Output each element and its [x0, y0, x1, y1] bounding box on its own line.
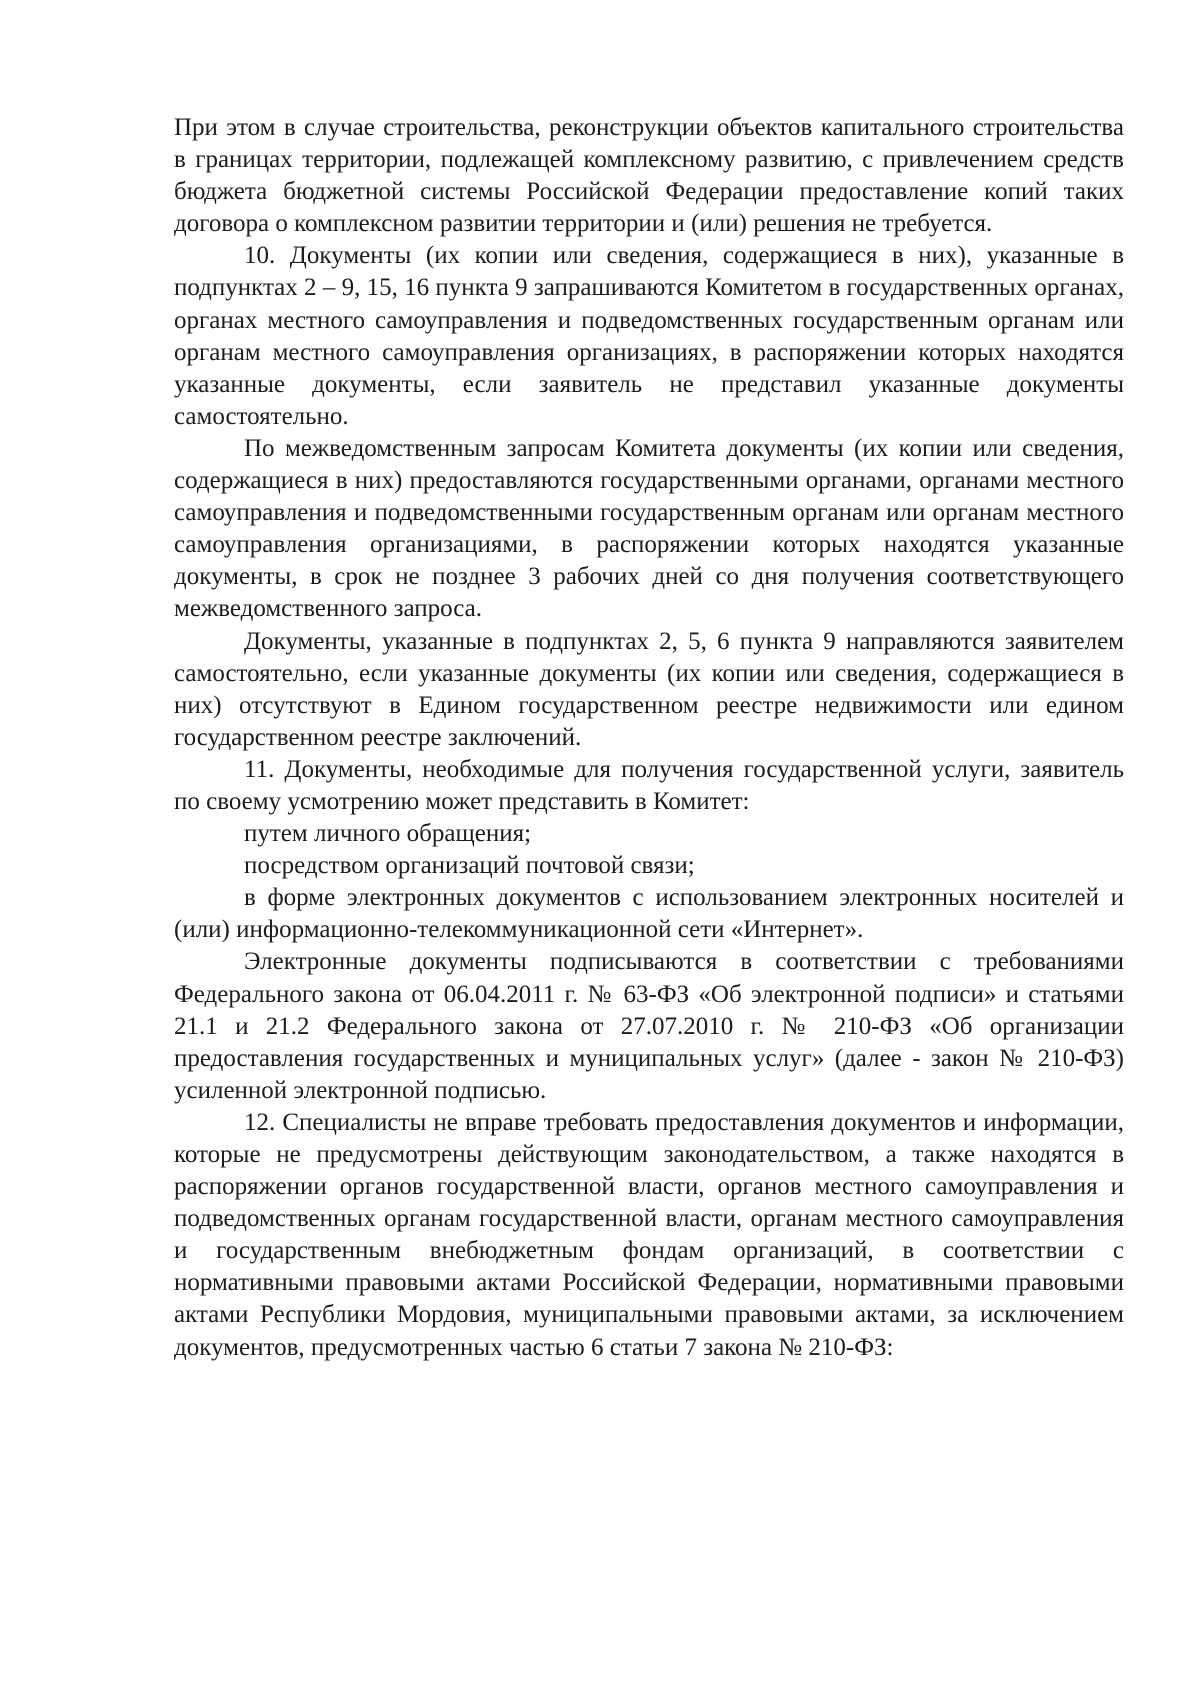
paragraph-item-10: 10. Документы (их копии или сведения, содержащиеся в них), указанные в подпунктах 2 – 9, 15, 16 пункта 9 запрашиваются Комитетом в государственных органах, органах местного самоуправления и подведомственных государственным органам или органам местного самоуправления организациях, в распоряжении которых находятся указанные документы, если заявитель не представил указанные документы самостоятельно.	[174, 242, 1124, 430]
list-item-electronic: в форме электронных документов с использованием электронных носителей и (или) информационно-телекоммуникационной сети «Интернет».	[174, 884, 1124, 944]
paragraph-electronic-signature: Электронные документы подписываются в соответствии с требованиями Федерального закона от 06.04.2011 г. № 63-ФЗ «Об электронной подписи» и статьями 21.1 и 21.2 Федерального закона от 27.07.2010 г. № 210-ФЗ «Об организации предоставления государственных и муниципальных услуг» (далее - закон № 210-ФЗ) усиленной электронной подписью.	[174, 948, 1124, 1104]
paragraph-item-11: 11. Документы, необходимые для получения государственной услуги, заявитель по своему усмотрению может представить в Комитет:	[174, 755, 1124, 815]
paragraph-intro: При этом в случае строительства, реконструкции объектов капитального строительства в границах территории, подлежащей комплексному развитию, с привлечением средств бюджета бюджетной системы Российской Федерации предоставление копий таких договора о комплексном развитии территории и (или) решения не требуется.	[174, 114, 1124, 238]
paragraph-item-12: 12. Специалисты не вправе требовать предоставления документов и информации, которые не предусмотрены действующим законодательством, а также находятся в распоряжении органов государственной власти, органов местного самоуправления и подведомственных органам государственной власти, органам местного самоуправления и государственным внебюджетным фондам организаций, в соответствии с нормативными правовыми актами Российской Федерации, нормативными правовыми актами Республики Мордовия, муниципальными правовыми актами, за исключением документов, предусмотренных частью 6 статьи 7 закона № 210-ФЗ:	[174, 1108, 1124, 1361]
list-item-postal: посредством организаций почтовой связи;	[244, 852, 695, 880]
paragraph-interagency-requests: По межведомственным запросам Комитета документы (их копии или сведения, содержащиеся в них) предоставляются государственными органами, органами местного самоуправления и подведомственными государственным органам или органам местного самоуправления организациями, в распоряжении которых находятся указанные документы, в срок не позднее 3 рабочих дней со дня получения соответствующего межведомственного запроса.	[174, 434, 1124, 623]
list-item-personal-visit: путем личного обращения;	[244, 820, 532, 848]
paragraph-applicant-documents: Документы, указанные в подпунктах 2, 5, 6 пункта 9 направляются заявителем самостоятельно, если указанные документы (их копии или сведения, содержащиеся в них) отсутствуют в Едином государственном реестре недвижимости или едином государственном реестре заключений.	[174, 627, 1124, 751]
document-page	[174, 112, 1124, 1364]
